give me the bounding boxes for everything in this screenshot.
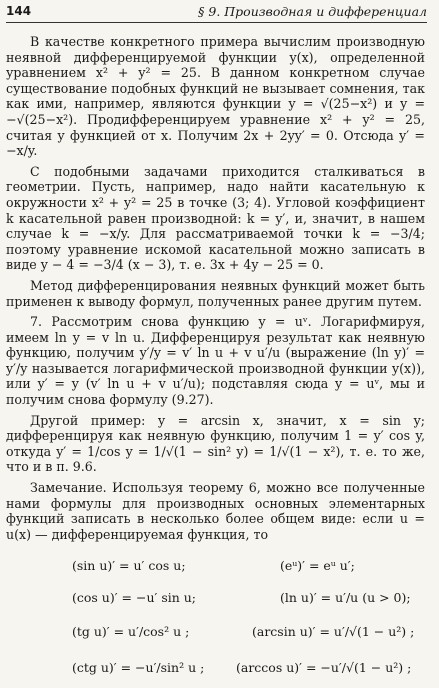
paragraph-arcsin: Другой пример: y = arcsin x, значит, x = sin y; дифференцируя как неявную функцию, получим 1 = y′ cos y, откуда y′ = 1/cos y = 1/√(1 − sin² y) = 1/√(1 − x²), т. е. то же, что и в п. 9.6. <box>6 412 425 475</box>
formula-ctg: (ctg u)′ = −u′/sin² u ; <box>72 660 205 675</box>
formula-arccos: (arccos u)′ = −u′/√(1 − u²) ; <box>236 660 412 675</box>
section-title: § 9. Производная и дифференциал <box>198 4 427 19</box>
paragraph-method: Метод дифференцирования неявных функций может быть применен к выводу формул, полученных ранее другим путем. <box>6 277 425 309</box>
formula-ln: (ln u)′ = u′/u (u > 0); <box>280 590 411 605</box>
paragraph-tangent: С подобными задачами приходится сталкиваться в геометрии. Пусть, например, надо найти касательную к окружности x² + y² = 25 в точке (3; 4). Угловой коэффициент k касательной равен производной: k = y′, и, значит, в нашем случае k = −x/y. Для рассматриваемой точки k = −3/4; поэтому уравнение искомой касательной можно записать в виде y − 4 = −3/4 (x − 3), т. е. 3x + 4y − 25 = 0. <box>6 163 425 273</box>
paragraph-implicit-example: В качестве конкретного примера вычислим производную неявной дифференцируемой функции y(x), определенной уравнением x² + y² = 25. В данном конкретном случае существование подобных функций не вызывает сомнения, так как ими, например, являются функции y = √(25−x²) и y = −√(25−x²). Продифференцируем уравнение x² + y² = 25, считая y функцией от x. Получим 2x + 2yy′ = 0. Отсюда y′ = −x/y. <box>6 34 425 159</box>
paragraph-remark: Замечание. Используя теорему 6, можно все полученные нами формулы для производных основных элементарных функций записать в несколько более общем виде: если u = u(x) — дифференцируемая функция, то <box>6 480 425 542</box>
formula-cos: (cos u)′ = −u′ sin u; <box>72 590 197 605</box>
derivative-formulas <box>72 558 419 686</box>
header-rule <box>6 22 427 23</box>
body-text <box>6 34 425 547</box>
formula-arcsin: (arcsin u)′ = u′/√(1 − u²) ; <box>252 624 415 639</box>
formula-tg: (tg u)′ = u′/cos² u ; <box>72 624 190 639</box>
formula-sin: (sin u)′ = u′ cos u; <box>72 558 186 573</box>
paragraph-point-7: 7. Рассмотрим снова функцию y = uᵛ. Логарифмируя, имеем ln y = v ln u. Дифференцируя результат как неявную функцию, получим y′/y = v′ ln u + v u′/u (выражение (ln y)′ = y′/y называется логарифмической производной функции y(x)), или y′ = y (v′ ln u + v u′/u); подставляя сюда y = uᵛ, мы и получим снова формулу (9.27). <box>6 314 425 408</box>
formula-exp: (eᵘ)′ = eᵘ u′; <box>280 558 355 573</box>
page-header <box>6 2 427 24</box>
page-number: 144 <box>6 4 32 18</box>
